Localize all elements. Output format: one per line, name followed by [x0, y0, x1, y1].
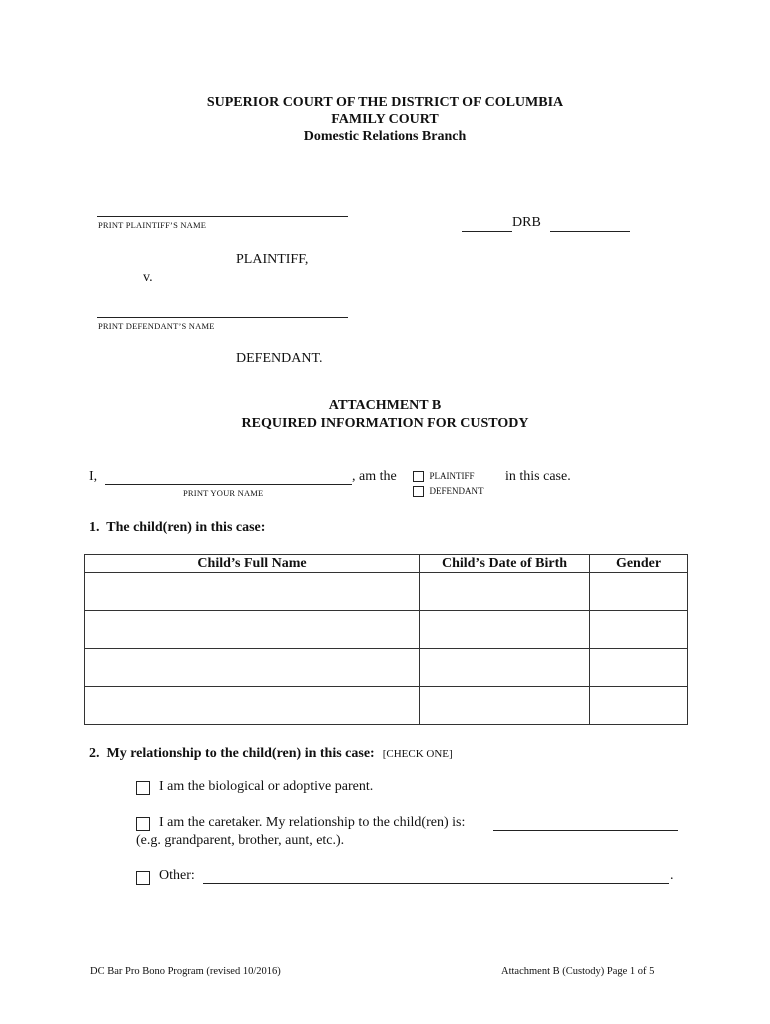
- defendant-checkbox[interactable]: [413, 486, 424, 497]
- footer-page-number: Attachment B (Custody) Page 1 of 5: [501, 966, 655, 977]
- defendant-name-line[interactable]: [97, 317, 348, 318]
- defendant-role: DEFENDANT.: [236, 351, 323, 366]
- child-gender-cell[interactable]: [590, 649, 688, 687]
- declaration-suffix: in this case.: [505, 469, 571, 484]
- caretaker-example: (e.g. grandparent, brother, aunt, etc.).: [136, 833, 345, 848]
- other-line-period: .: [670, 868, 674, 883]
- court-division: FAMILY COURT: [331, 112, 439, 127]
- declaration-am-the: , am the: [352, 469, 397, 484]
- child-name-cell[interactable]: [85, 611, 420, 649]
- table-row: [85, 573, 688, 611]
- defendant-name-label: PRINT DEFENDANT’S NAME: [98, 321, 215, 331]
- child-dob-cell[interactable]: [420, 573, 590, 611]
- attachment-subtitle: REQUIRED INFORMATION FOR CUSTODY: [241, 416, 529, 431]
- child-gender-cell[interactable]: [590, 611, 688, 649]
- table-row: [85, 649, 688, 687]
- plaintiff-name-line[interactable]: [97, 216, 348, 217]
- case-number-drb: DRB: [512, 215, 541, 230]
- child-name-cell[interactable]: [85, 687, 420, 725]
- section2-heading-row: [89, 744, 453, 762]
- child-name-cell[interactable]: [85, 573, 420, 611]
- caretaker-relationship-line[interactable]: [493, 830, 678, 831]
- parent-checkbox[interactable]: [136, 781, 150, 795]
- other-checkbox[interactable]: [136, 871, 150, 885]
- section2-heading: 2. My relationship to the child(ren) in this case:: [89, 746, 375, 761]
- case-year-line[interactable]: [462, 231, 512, 232]
- declaration-prefix: I,: [89, 469, 98, 484]
- option-defendant[interactable]: [413, 486, 484, 497]
- column-header-name: Child’s Full Name: [85, 555, 420, 573]
- option-plaintiff[interactable]: [413, 471, 475, 482]
- your-name-label: PRINT YOUR NAME: [183, 488, 264, 498]
- child-dob-cell[interactable]: [420, 649, 590, 687]
- footer-revision: DC Bar Pro Bono Program (revised 10/2016): [90, 966, 281, 977]
- other-relationship-line[interactable]: [203, 883, 669, 884]
- defendant-option-label: DEFENDANT: [429, 486, 484, 496]
- column-header-dob: Child’s Date of Birth: [420, 555, 590, 573]
- your-name-line[interactable]: [105, 484, 352, 485]
- table-header-row: [85, 555, 688, 573]
- versus-label: v.: [143, 270, 153, 285]
- child-gender-cell[interactable]: [590, 573, 688, 611]
- table-row: [85, 611, 688, 649]
- section2-instruction: [CHECK ONE]: [382, 748, 453, 760]
- plaintiff-role: PLAINTIFF,: [236, 252, 309, 267]
- other-option-label: Other:: [159, 868, 195, 883]
- plaintiff-option-label: PLAINTIFF: [429, 471, 475, 481]
- table-row: [85, 687, 688, 725]
- child-name-cell[interactable]: [85, 649, 420, 687]
- parent-option-label: I am the biological or adoptive parent.: [159, 779, 374, 794]
- court-name: SUPERIOR COURT OF THE DISTRICT OF COLUMBIA: [206, 95, 564, 110]
- column-header-gender: Gender: [590, 555, 688, 573]
- plaintiff-checkbox[interactable]: [413, 471, 424, 482]
- court-branch: Domestic Relations Branch: [303, 129, 467, 144]
- section1-heading: 1. The child(ren) in this case:: [89, 520, 266, 535]
- caretaker-option-label: I am the caretaker. My relationship to the child(ren) is:: [159, 815, 466, 830]
- child-dob-cell[interactable]: [420, 687, 590, 725]
- child-dob-cell[interactable]: [420, 611, 590, 649]
- plaintiff-name-label: PRINT PLAINTIFF’S NAME: [98, 220, 207, 230]
- attachment-title: ATTACHMENT B: [328, 398, 442, 413]
- caretaker-checkbox[interactable]: [136, 817, 150, 831]
- children-table: [84, 554, 688, 725]
- child-gender-cell[interactable]: [590, 687, 688, 725]
- case-number-line[interactable]: [550, 231, 630, 232]
